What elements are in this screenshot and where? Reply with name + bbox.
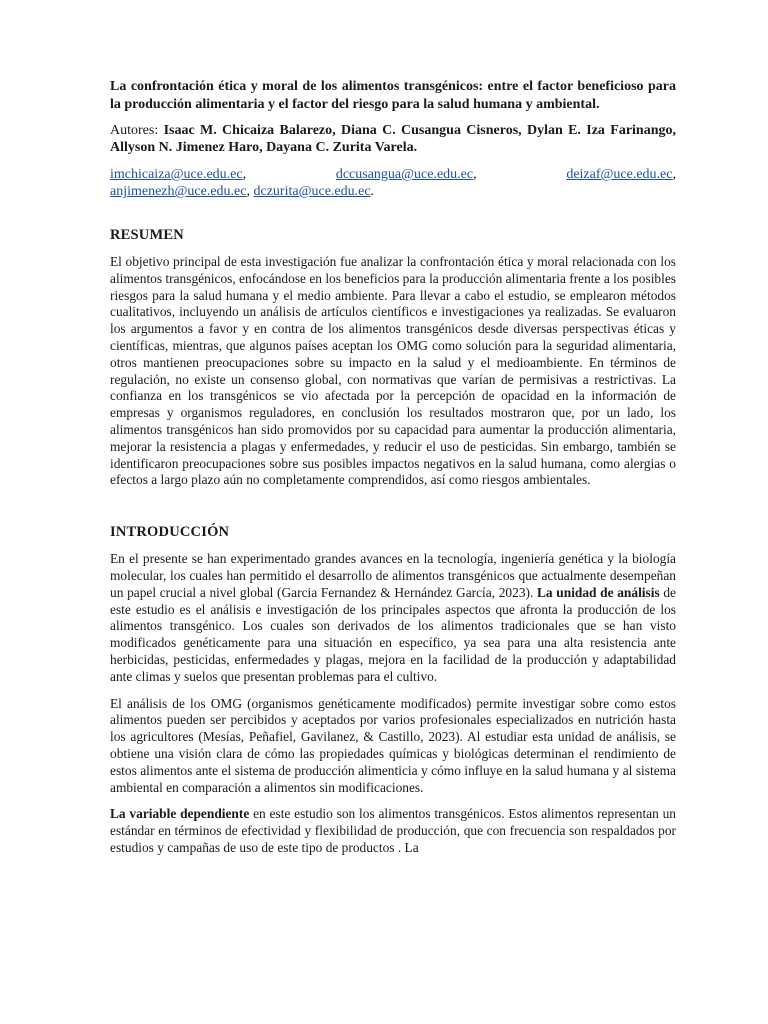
- email-separator: ,: [242, 167, 247, 182]
- intro-p3-bold: La variable dependiente: [110, 806, 250, 822]
- authors-label: Autores:: [110, 123, 159, 138]
- intro-paragraph-2: El análisis de los OMG (organismos genéticamente modificados) permite investigar sobre como estos alimentos pueden ser percibidos y aceptados por varios profesionales especializados en nutrición hasta los agricultores (Mesías, Peñafiel, Gavilanez, & Castillo, 2023). Al estudiar esta unidad de análisis, se obtiene una visión clara de cómo las propiedades químicas y biológicas determinan el rendimiento de estos alimentos ante el sistema de producción alimenticia y cómo influye en la salud humana y al sistema ambiental en comparación a alimentos sin modificaciones.: [110, 695, 676, 795]
- intro-paragraph-1: [110, 551, 676, 685]
- email-link-cusangua[interactable]: dccusangua@uce.edu.ec: [335, 167, 474, 182]
- email-link-jimenez[interactable]: anjimenezh@uce.edu.ec: [110, 184, 247, 199]
- email-separator: ,: [473, 167, 477, 182]
- email-line-2: [110, 183, 676, 200]
- intro-p1-text-a: En el presente se han experimentado grandes avances en la tecnología, ingeniería genética y la biología molecular, los cuales han permitido el desarrollo de alimentos transgénicos que actualmente desempeñan un papel crucial a nivel global (Garcia Fernandez & Hernández García, 2023).: [110, 551, 676, 600]
- authors-names: Isaac M. Chicaiza Balarezo, Diana C. Cusangua Cisneros, Dylan E. Iza Farinango, Allyson N. Jimenez Haro, Dayana C. Zurita Varela.: [110, 123, 677, 155]
- email-end-period: .: [370, 184, 375, 199]
- intro-paragraph-3: [110, 806, 676, 856]
- author-emails: [110, 166, 676, 200]
- intro-p1-text-b: de este estudio es el análisis e investigación de los principales aspectos que afronta la producción de los alimentos transgénico. Los cuales son derivados de los alimentos tradicionales que se han visto modificados genéticamente para una situación en específico, ya sea para una alta resistencia ante herbicidas, pesticidas, enfermedades y plagas, mejora en la facilidad de la producción y adaptabilidad ante climas y suelos que presentan problemas para el cultivo.: [110, 584, 676, 684]
- introduccion-heading: INTRODUCCIÓN: [110, 524, 230, 541]
- intro-p1-bold: La unidad de análisis: [537, 584, 660, 600]
- paper-title: La confrontación ética y moral de los alimentos transgénicos: entre el factor beneficioso para la producción alimentaria y el factor del riesgo para la salud humana y ambiental.: [110, 79, 676, 112]
- email-line-1: [110, 166, 676, 183]
- resumen-paragraph: El objetivo principal de esta investigación fue analizar la confrontación ética y moral relacionada con los alimentos transgénicos, enfocándose en los beneficios para la producción alimentaria frente a los posibles riesgos para la salud humana y el medio ambiente. Para llevar a cabo el estudio, se emplearon métodos cualitativos, incluyendo un análisis de artículos científicos e investigaciones ya realizadas. Se evaluaron los argumentos a favor y en contra de los alimentos transgénicos desde diversas perspectivas éticas y científicas, mientras, que algunos países aceptan los OMG como solución para la seguridad alimentaria, otros mantienen preocupaciones sobre su impacto en la salud y el medioambiente. En términos de regulación, no existe un consenso global, con normativas que varían de permisivas a restrictivas. La confianza en los transgénicos se vio afectada por la percepción de opacidad en la información de empresas y organismos reguladores, en conclusión los resultados mostraron que, por un lado, los alimentos transgénicos han sido promovidos por su capacidad para aumentar la producción alimentaria, mejorar la resistencia a plagas y enfermedades, y reducir el uso de pesticidas. Sin embargo, también se identificaron preocupaciones sobre sus posibles impactos negativos en la salud humana, como alergias o efectos a largo plazo aún no completamente comprendidos, así como riesgos ambientales.: [110, 254, 676, 488]
- email-link-zurita[interactable]: dczurita@uce.edu.ec: [253, 184, 371, 199]
- email-separator: ,: [672, 167, 676, 182]
- resumen-heading: RESUMEN: [110, 227, 184, 243]
- intro-p3-text: en este estudio son los alimentos transgénicos. Estos alimentos representan un estándar en términos de efectividad y flexibilidad de producción, que con frecuencia son respaldados por estudios y campañas de uso de este tipo de productos . La: [110, 806, 676, 855]
- email-link-chicaiza[interactable]: imchicaiza@uce.edu.ec: [110, 167, 243, 182]
- email-separator: ,: [246, 184, 250, 199]
- email-link-iza[interactable]: deizaf@uce.edu.ec: [566, 167, 673, 182]
- authors-line: [110, 122, 676, 156]
